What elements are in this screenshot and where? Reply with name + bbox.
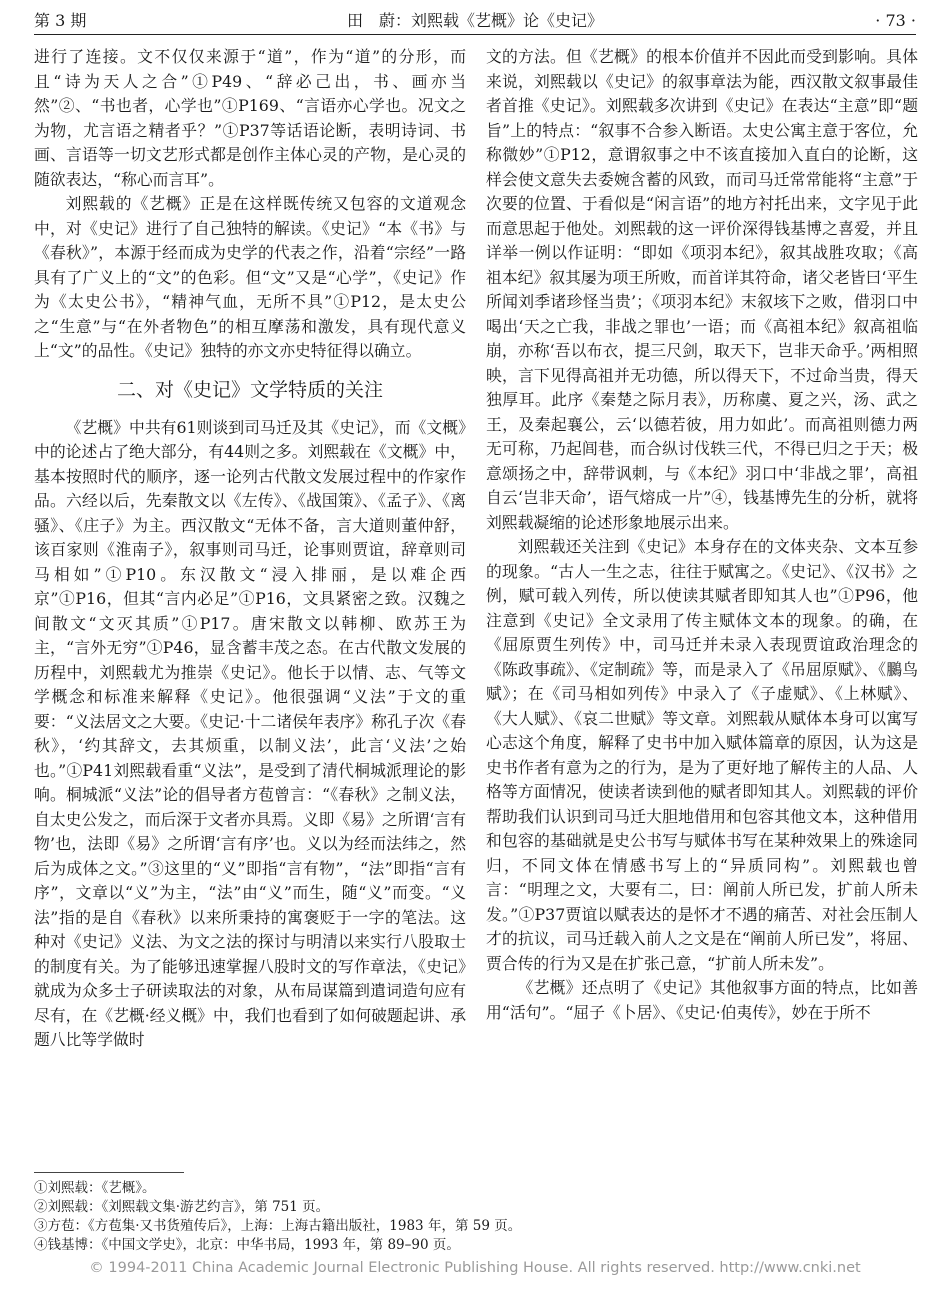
paragraph: 刘熙载还关注到《史记》本身存在的文体夹杂、文本互参的现象。“古人一生之志，往往于赋寓之。《史记》、《汉书》之例，赋可载入列传，所以使读其赋者即知其人也”①P96，他注意到《史记》全文录用了传主赋体文本的现象。的确，在《屈原贾生列传》中，司马迁并未录入表现贾谊政治理念的《陈政事疏》、《定制疏》等，而是录入了《吊屈原赋》、《鵩鸟赋》；在《司马相如列传》中录入了《子虚赋》、《上林赋》、《大人赋》、《哀二世赋》等文章。刘熙载从赋体本身可以寓写心志这个角度，解释了史书中加入赋体篇章的原因，认为这是史书作者有意为之的行为，是为了更好地了解传主的人品、人格等方面情况，使读者读到他的赋者即知其人。刘熙载的评价帮助我们认识到司马迁大胆地借用和包容其他文本，这种借用和包容的基础就是史公书写与赋体书写在某种效果上的殊途同归，不同文体在情感书写上的“异质同构”。刘熙载也曾言：“明理之文，大要有二，曰：阐前人所已发，扩前人所未发。”①P37贾谊以赋表达的是怀才不遇的痛苦、对社会压制人才的抗议，司马迁载入前人之文是在“阐前人所已发”，将屈、贾合传的行为又是在扩张己意，“扩前人所未发”。 <box>486 537 918 973</box>
paragraph: 《艺概》还点明了《史记》其他叙事方面的特点，比如善用“活句”。“屈子《卜居》、《史记·伯夷传》，妙在于所不 <box>486 978 918 1022</box>
footnotes <box>34 1172 916 1255</box>
paragraph: 刘熙载的《艺概》正是在这样既传统又包容的文道观念中，对《史记》进行了自己独特的解读。《史记》“本《书》与《春秋》”，本源于经而成为史学的代表之作，沿着“宗经”一路具有了广义上的“文”的色彩。但“文”又是“心学”，《史记》作为《太史公书》，“精神气血，无所不具”①P12，是太史公之“生意”与“在外者物色”的相互摩荡和激发，具有现代意义上“文”的品性。《史记》独特的亦文亦史特征得以确立。 <box>34 194 466 360</box>
footnote-rule <box>34 1172 184 1173</box>
issue-number: 第 3 期 <box>34 11 87 30</box>
right-column <box>486 45 918 1025</box>
left-column <box>34 45 466 1053</box>
footnote: ④钱基博：《中国文学史》，北京：中华书局，1993 年，第 89–90 页。 <box>34 1237 460 1253</box>
paragraph-continued: 进行了连接。文不仅仅来源于“道”，作为“道”的分形，而且“诗为天人之合”①P49、“辞必己出，书、画亦当然”②、“书也者，心学也”①P169、“言语亦心学也。况文之为物，尤言语之精者乎？”①P37等话语论断，表明诗词、书画、言语等一切文艺形式都是创作主体心灵的产物，是心灵的随欲表达，“称心而言耳”。 <box>34 47 466 189</box>
paragraph-continued: 文的方法。但《艺概》的根本价值并不因此而受到影响。具体来说，刘熙载以《史记》的叙事章法为能，西汉散文叙事最佳者首推《史记》。刘熙载多次讲到《史记》在表达“主意”即“题旨”上的特点：“叙事不合参入断语。太史公寓主意于客位，允称微妙”①P12，意谓叙事之中不该直接加入直白的论断，这样会使文意失去委婉含蓄的风致，而司马迁常常能将“主意”于次要的位置、于看似是“闲言语”的地方衬托出来，文字见于此而意思起于他处。刘熙载的这一评价深得钱基博之喜爱，并且详举一例以作证明：“即如《项羽本纪》，叙其战胜攻取；《高祖本纪》叙其屡为项王所败，而首详其符命，诸父老皆曰‘平生所闻刘季诸珍怪当贵’；《项羽本纪》末叙垓下之败，借羽口中喝出‘天之亡我，非战之罪也’一语；而《高祖本纪》叙高祖临崩，亦称‘吾以布衣，提三尺剑，取天下，岂非天命乎。’两相照映，言下见得高祖并无功德，所以得天下，不过命当贵，得天独厚耳。此序《秦楚之际月表》，历称虞、夏之兴，汤、武之王，及秦起襄公，云‘以德若彼，用力如此’。而高祖则德力两无可称，乃起闾巷，而合纵讨伐轶三代，不得已归之于天；极意颂扬之中，辞带讽刺，与《本纪》羽口中‘非战之罪’，高祖自云‘岂非天命’，语气熔成一片”④，钱基博先生的分析，就将刘熙载凝缩的论述形象地展示出来。 <box>486 47 918 532</box>
section-heading: 二、对《史记》文学特质的关注 <box>116 378 383 401</box>
footnote: ①刘熙载：《艺概》。 <box>34 1180 156 1196</box>
copyright-watermark: © 1994-2011 China Academic Journal Electronic Publishing House. All rights reserved. http://www.cnki.net <box>89 1260 861 1276</box>
article-title-header: 田 蔚：刘熙载《艺概》论《史记》 <box>346 11 603 30</box>
footnote: ②刘熙载：《刘熙载文集·游艺约言》，第 751 页。 <box>34 1199 330 1215</box>
paragraph: 《艺概》中共有61则谈到司马迁及其《史记》，而《文概》中的论述占了绝大部分，有44则之多。刘熙载在《文概》中，基本按照时代的顺序，逐一论列古代散文发展过程中的作家作品。六经以后，先秦散文以《左传》、《战国策》、《孟子》、《离骚》、《庄子》为主。西汉散文“无体不备，言大道则董仲舒，该百家则《淮南子》，叙事则司马迁，论事则贾谊，辞章则司马相如”①P10。东汉散文“浸入排丽，是以难企西京”①P16，但其“言内必足”①P16，文具紧密之致。汉魏之间散文“文灭其质”①P17。唐宋散文以韩柳、欧苏王为主，“言外无穷”①P46，显含蓄丰茂之态。在古代散文发展的历程中，刘熙载尤为推崇《史记》。他长于以情、志、气等文学概念和标准来解释《史记》。他很强调“义法”于文的重要：“义法居文之大要。《史记·十二诸侯年表序》称孔子次《春秋》，‘约其辞文，去其烦重，以制义法’，此言‘义法’之始也。”①P41刘熙载看重“义法”，是受到了清代桐城派理论的影响。桐城派“义法”论的倡导者方苞曾言：“《春秋》之制义法，自太史公发之，而后深于文者亦具焉。义即《易》之所谓‘言有物’也，法即《易》之所谓‘言有序’也。义以为经而法纬之，然后为成体之文。”③这里的“义”即指“言有物”，“法”即指“言有序”，文章以“义”为主，“法”由“义”而生，随“义”而变。“义法”指的是自《春秋》以来所秉持的寓褒贬于一字的笔法。这种对《史记》义法、为文之法的探讨与明清以来实行八股取士的制度有关。为了能够迅速掌握八股时文的写作章法，《史记》就成为众多士子研读取法的对象，从布局谋篇到遣词造句应有尽有，在《艺概·经义概》中，我们也看到了如何破题起讲、承题八比等学做时 <box>34 417 466 1049</box>
page-number: · 73 · <box>875 11 916 30</box>
footnote: ③方苞：《方苞集·又书货殖传后》，上海：上海古籍出版社，1983 年，第 59 页。 <box>34 1218 522 1234</box>
running-header <box>34 8 916 35</box>
